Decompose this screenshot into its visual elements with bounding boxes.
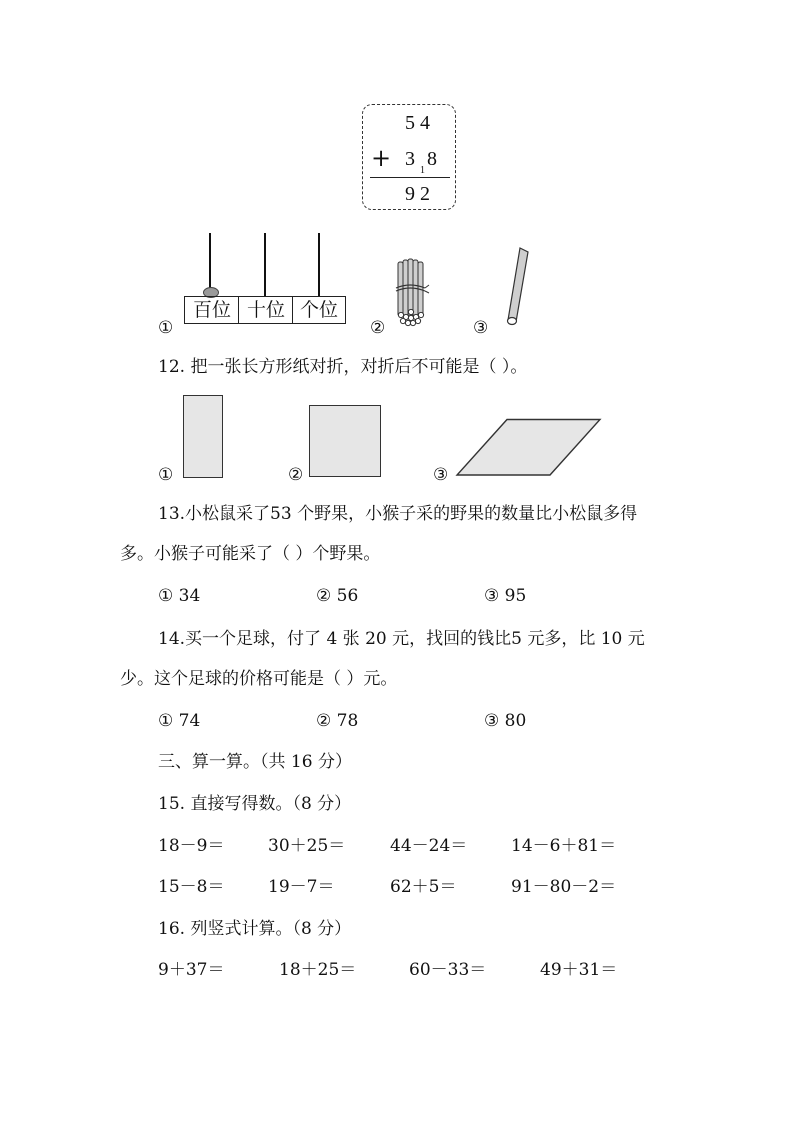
q14-option-3: ③ 80 <box>484 711 527 731</box>
addend-1: 5 4 <box>405 112 430 134</box>
q16-problem: 60－33＝ <box>409 960 487 980</box>
q13-option-1: ① 34 <box>158 586 201 606</box>
q15-problem: 18－9＝ <box>158 836 225 856</box>
sum-result: 9 2 <box>405 183 430 205</box>
q15-problem: 19－7＝ <box>268 877 335 897</box>
square-shape <box>309 405 381 477</box>
single-stick-icon <box>502 244 534 328</box>
q13-line-2: 多。小猴子可能采了（ ）个野果。 <box>120 544 381 564</box>
q15-problem: 44－24＝ <box>390 836 468 856</box>
q15-title: 15. 直接写得数。（8 分） <box>158 794 352 814</box>
addend-2-ones: 8 <box>427 148 437 170</box>
q12-option-3-marker: ③ <box>433 465 449 485</box>
rectangle-shape <box>183 395 223 478</box>
q14-option-2: ② 78 <box>316 711 359 731</box>
q14-line-1: 14.买一个足球，付了 4 张 20 元，找回的钱比5 元多，比 10 元 <box>158 629 645 649</box>
sum-line <box>370 177 450 178</box>
q16-problem: 18＋25＝ <box>279 960 357 980</box>
addend-2-tens: 3 <box>405 148 415 170</box>
q12-text: 12. 把一张长方形纸对折，对折后不可能是（ ）。 <box>158 357 528 377</box>
parallelogram-shape <box>455 418 603 478</box>
q16-title: 16. 列竖式计算。（8 分） <box>158 919 352 939</box>
abacus-rod-hundreds <box>209 233 211 289</box>
q15-problem: 15－8＝ <box>158 877 225 897</box>
q12-option-1-marker: ① <box>158 465 174 485</box>
carry-digit: 1 <box>420 165 425 176</box>
abacus-rod-ones <box>318 233 320 296</box>
q13-option-3: ③ 95 <box>484 586 527 606</box>
q13-option-2: ② 56 <box>316 586 359 606</box>
q16-problem: 49＋31＝ <box>540 960 618 980</box>
q15-problem: 30＋25＝ <box>268 836 346 856</box>
q15-problem: 14－6＋81＝ <box>511 836 617 856</box>
place-value-chart <box>184 296 346 324</box>
q11-option-3-marker: ③ <box>473 318 489 338</box>
q15-problem: 91－80－2＝ <box>511 877 617 897</box>
label-tens: 十位 <box>246 299 285 321</box>
section-3-title: 三、算一算。（共 16 分） <box>158 752 352 772</box>
q15-problem: 62＋5＝ <box>390 877 457 897</box>
q13-line-1: 13.小松鼠采了53 个野果，小猴子采的野果的数量比小松鼠多得 <box>158 504 638 524</box>
q12-option-2-marker: ② <box>288 465 304 485</box>
q11-option-2-marker: ② <box>370 318 386 338</box>
q16-problem: 9＋37＝ <box>158 960 225 980</box>
abacus-rod-tens <box>264 233 266 296</box>
label-ones: 个位 <box>299 299 338 321</box>
q11-option-1-marker: ① <box>158 318 174 338</box>
plus-sign: + <box>371 144 392 172</box>
q14-option-1: ① 74 <box>158 711 201 731</box>
vertical-addition-box <box>362 104 456 210</box>
q14-line-2: 少。这个足球的价格可能是（ ）元。 <box>120 669 398 689</box>
bundle-of-sticks-icon <box>390 258 432 328</box>
label-hundreds: 百位 <box>192 299 231 321</box>
